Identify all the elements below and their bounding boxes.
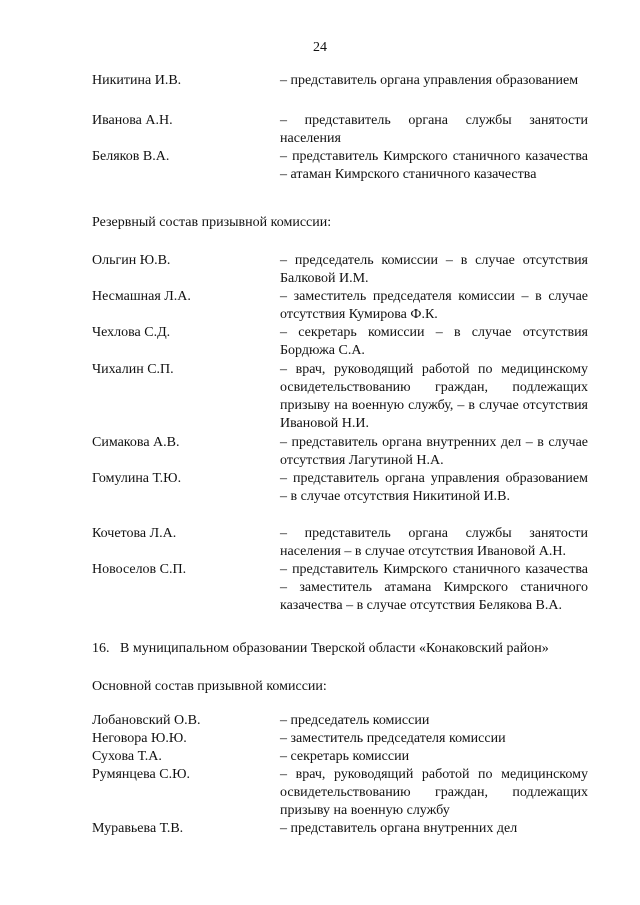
member-role: – секретарь комиссии – в случае отсутствия Бордюжа С.А. xyxy=(280,325,588,358)
member-role: – председатель комиссии xyxy=(280,713,430,728)
member-row xyxy=(92,712,588,730)
member-name: Чихалин С.П. xyxy=(92,362,174,377)
member-row xyxy=(92,324,588,361)
member-row xyxy=(92,525,588,561)
member-role: – секретарь комиссии xyxy=(280,749,410,764)
member-name: Симакова А.В. xyxy=(92,435,180,450)
member-role: – представитель Кимрского станичного казачества – атаман Кимрского станичного казачества xyxy=(280,149,588,182)
member-name: Ольгин Ю.В. xyxy=(92,253,171,268)
member-name: Гомулина Т.Ю. xyxy=(92,471,182,486)
member-row xyxy=(92,766,588,820)
member-role: – представитель органа внутренних дел xyxy=(280,821,518,836)
member-role: – представитель органа внутренних дел – в случае отсутствия Лагутиной Н.А. xyxy=(280,435,588,468)
member-name: Никитина И.В. xyxy=(92,73,182,88)
main-members-list xyxy=(92,712,588,838)
section-16 xyxy=(92,640,549,658)
member-name: Чехлова С.Д. xyxy=(92,325,171,340)
member-role: – представитель Кимрского станичного казачества – заместитель атамана Кимрского станичного казачества – в случае отсутствия Белякова В.А. xyxy=(280,562,588,613)
reserve-members-list xyxy=(92,252,588,615)
section-text: В муниципальном образовании Тверской области «Конаковский район» xyxy=(120,641,549,656)
member-name: Иванова А.Н. xyxy=(92,113,173,128)
member-row xyxy=(92,112,588,148)
member-row xyxy=(92,434,588,470)
member-row xyxy=(92,820,588,838)
member-row xyxy=(92,148,588,184)
members-top-list xyxy=(92,72,588,184)
member-role: – представитель органа управления образованием – в случае отсутствия Никитиной И.В. xyxy=(280,471,588,504)
member-role: – представитель органа службы занятости населения xyxy=(280,113,588,146)
member-row xyxy=(92,561,588,615)
member-name: Кочетова Л.А. xyxy=(92,526,177,541)
member-name: Неговора Ю.Ю. xyxy=(92,731,187,746)
member-role: – представитель органа службы занятости населения – в случае отсутствия Ивановой А.Н. xyxy=(280,526,588,559)
member-row xyxy=(92,730,588,748)
member-row xyxy=(92,361,588,434)
member-name: Лобановский О.В. xyxy=(92,713,201,728)
member-row xyxy=(92,470,588,525)
member-name: Сухова Т.А. xyxy=(92,749,162,764)
member-name: Муравьева Т.В. xyxy=(92,821,184,836)
member-role: – врач, руководящий работой по медицинскому освидетельствованию граждан, подлежащих призыву на военную службу, – в случае отсутствия Ивановой Н.И. xyxy=(280,362,588,431)
reserve-heading: Резервный состав призывной комиссии: xyxy=(92,215,332,230)
member-row xyxy=(92,72,588,112)
member-role: – врач, руководящий работой по медицинскому освидетельствованию граждан, подлежащих призыву на военную службу xyxy=(280,767,588,818)
member-name: Беляков В.А. xyxy=(92,149,170,164)
member-role: – председатель комиссии – в случае отсутствия Балковой И.М. xyxy=(280,253,588,286)
member-role: – представитель органа управления образованием xyxy=(280,73,579,88)
member-row xyxy=(92,288,588,324)
page-number: 24 xyxy=(313,40,327,55)
member-name: Несмашная Л.А. xyxy=(92,289,191,304)
member-row xyxy=(92,748,588,766)
member-role: – заместитель председателя комиссии xyxy=(280,731,506,746)
section-number: 16. xyxy=(92,641,110,656)
member-row xyxy=(92,252,588,288)
main-heading: Основной состав призывной комиссии: xyxy=(92,679,327,694)
member-name: Новоселов С.П. xyxy=(92,562,187,577)
member-name: Румянцева С.Ю. xyxy=(92,767,190,782)
member-role: – заместитель председателя комиссии – в случае отсутствия Кумирова Ф.К. xyxy=(280,289,588,322)
